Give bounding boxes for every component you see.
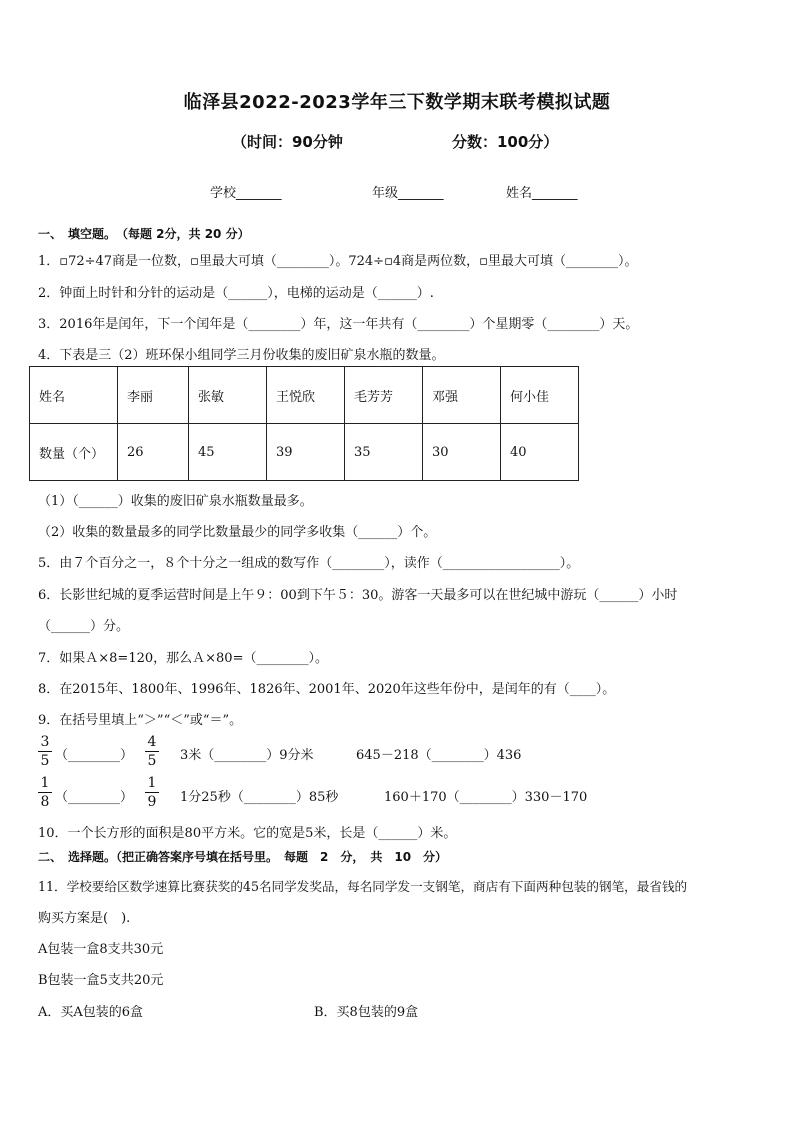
option-a: A．买A包装的6盒 <box>38 1005 144 1020</box>
question-11-line-1: 11．学校要给区数学速算比赛获奖的45名同学发奖品，每名同学发一支钢笔，商店有下面两种包装的钢笔，最省钱的 <box>38 879 688 894</box>
compare-item: 160＋170（________）330－170 <box>384 790 588 805</box>
fraction-denominator: 8 <box>40 794 50 810</box>
question-3: 3．2016年是闰年，下一个闰年是（________）年，这一年共有（________）个星期零（________）天。 <box>38 317 639 332</box>
fraction-1-8 <box>38 774 52 811</box>
question-11-line-2: 购买方案是( ). <box>38 911 131 926</box>
grade-field: 年级_______ <box>372 186 444 201</box>
fraction-numerator: 1 <box>38 774 52 793</box>
table-cell: 26 <box>118 424 189 481</box>
question-2: 2．钟面上时针和分针的运动是（______），电梯的运动是（______）. <box>38 286 434 301</box>
fraction-denominator: 9 <box>147 794 157 810</box>
question-10: 10．一个长方形的面积是80平方米。它的宽是5米，长是（______）米。 <box>38 826 457 841</box>
table-cell: 张敏 <box>189 367 267 424</box>
exam-score: 分数：100分） <box>452 133 559 151</box>
section-2-heading: 二、 选择题。（把正确答案序号填在括号里。 每题 2 分， 共 10 分） <box>38 850 448 864</box>
table-cell: 45 <box>189 424 267 481</box>
question-4-part-1: （1）（______）收集的废旧矿泉水瓶数量最多。 <box>38 494 313 509</box>
question-9: 9．在括号里填上“＞”“＜”或“＝”。 <box>38 713 243 728</box>
page-title: 临泽县2022-2023学年三下数学期末联考模拟试题 <box>183 92 611 113</box>
option-b: B．买8包装的9盒 <box>314 1005 419 1020</box>
question-5: 5．由７个百分之一，８个十分之一组成的数写作（________），读作（__________________）。 <box>38 556 580 571</box>
compare-item: 645－218（________）436 <box>356 748 522 763</box>
fraction-3-5 <box>38 733 52 770</box>
name-field: 姓名_______ <box>506 186 578 201</box>
fraction-numerator: 4 <box>145 733 159 752</box>
table-cell: 王悦欣 <box>267 367 345 424</box>
bottle-count-table <box>29 366 579 481</box>
table-cell: 姓名 <box>30 367 118 424</box>
table-cell: 39 <box>267 424 345 481</box>
question-6-line-2: （______）分。 <box>38 619 130 634</box>
question-4-part-2: （2）收集的数量最多的同学比数量最少的同学多收集（______）个。 <box>38 525 437 540</box>
section-1-heading: 一、 填空题。 （每题 2分，共 20 分） <box>38 227 250 241</box>
fraction-numerator: 3 <box>38 733 52 752</box>
table-cell: 邓强 <box>423 367 501 424</box>
school-field: 学校_______ <box>210 186 282 201</box>
question-4: 4．下表是三（2）班环保小组同学三月份收集的废旧矿泉水瓶的数量。 <box>38 348 445 363</box>
package-b-info: B包装一盒5支共20元 <box>38 973 164 988</box>
question-1: 1．▫72÷47商是一位数，▫里最大可填（________）。724÷▫4商是两位数，▫里最大可填（________）。 <box>38 254 638 269</box>
compare-blank: （________） <box>55 790 134 805</box>
question-7: 7．如果Ａ×8=120，那么Ａ×80=（________）。 <box>38 651 328 666</box>
table-row <box>30 367 579 424</box>
table-cell: 李丽 <box>118 367 189 424</box>
table-cell: 何小佳 <box>501 367 579 424</box>
fraction-4-5 <box>145 733 159 770</box>
compare-item: 3米（________）9分米 <box>180 748 314 763</box>
fraction-denominator: 5 <box>40 753 50 769</box>
table-cell: 30 <box>423 424 501 481</box>
question-6-line-1: 6．长影世纪城的夏季运营时间是上午９：00到下午５：30。游客一天最多可以在世纪城中游玩（______）小时 <box>38 588 678 603</box>
table-cell: 毛芳芳 <box>345 367 423 424</box>
table-cell: 35 <box>345 424 423 481</box>
table-cell: 40 <box>501 424 579 481</box>
compare-blank: （________） <box>55 748 134 763</box>
question-8: 8．在2015年、1800年、1996年、1826年、2001年、2020年这些年份中，是闰年的有（____）。 <box>38 682 616 697</box>
fraction-numerator: 1 <box>145 774 159 793</box>
table-row <box>30 424 579 481</box>
table-cell: 数量（个） <box>30 424 118 481</box>
package-a-info: A包装一盒8支共30元 <box>38 942 164 957</box>
exam-time: （时间：90分钟 <box>232 133 343 151</box>
compare-item: 1分25秒（________）85秒 <box>180 790 339 805</box>
fraction-denominator: 5 <box>147 753 157 769</box>
fraction-1-9 <box>145 774 159 811</box>
